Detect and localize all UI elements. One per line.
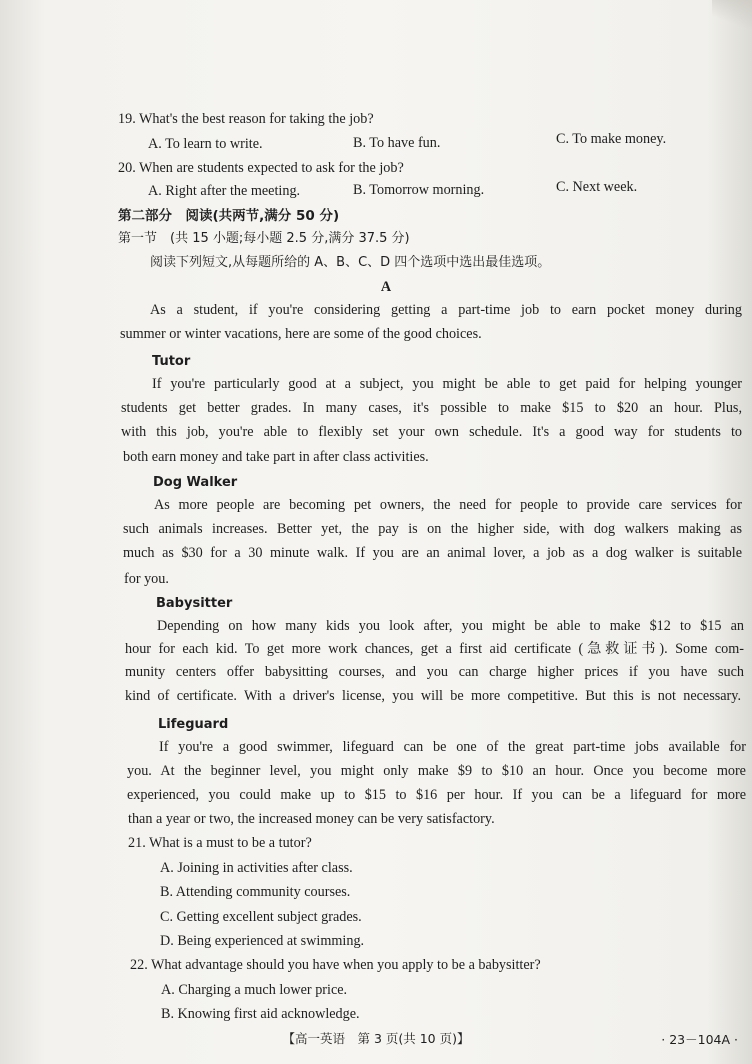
question-22-option-b: B. Knowing first aid acknowledge. [161,1006,360,1022]
tutor-line-1: If you're particularly good at a subject, you might be able to get paid for helping younger [152,376,742,392]
dog-walker-heading: Dog Walker [153,475,238,490]
question-21-option-d: D. Being experienced at swimming. [160,933,365,949]
dog-walker-line-4: for you. [124,571,169,587]
babysitter-line-1: Depending on how many kids you look after, you might be able to make $12 to $15 an [157,618,744,634]
dog-walker-line-2: such animals increases. Better yet, the pay is on the higher side, with dog walkers making as [123,521,742,537]
question-20-option-b: B. Tomorrow morning. [353,182,485,198]
question-19-option-b: B. To have fun. [353,135,441,151]
question-22-option-a: A. Charging a much lower price. [161,982,348,998]
question-21-stem: 21. What is a must to be a tutor? [128,835,312,851]
tutor-line-2: students get better grades. In many cases, it's possible to make $15 to $20 an hour. Plus, [121,400,742,416]
question-19-option-a: A. To learn to write. [148,136,263,152]
question-19-stem: 19. What's the best reason for taking the job? [118,111,374,127]
passage-intro-line-2: summer or winter vacations, here are some of the good choices. [120,326,482,342]
lifeguard-line-2: you. At the beginner level, you might only make $9 to $10 an hour. Once you become more [127,763,746,779]
question-21-option-a: A. Joining in activities after class. [160,860,353,876]
tutor-line-4: both earn money and take part in after class activities. [123,449,429,465]
section-one-heading: 第一节 (共 15 小题;每小题 2.5 分,满分 37.5 分) [118,231,410,246]
reading-instruction: 阅读下列短文,从每题所给的 A、B、C、D 四个选项中选出最佳选项。 [150,255,551,270]
babysitter-line-3: munity centers offer babysitting courses, and you can charge higher prices if you have such [125,664,744,680]
tutor-line-3: with this job, you're able to flexibly set your own schedule. It's a good way for students to [121,424,742,440]
lifeguard-heading: Lifeguard [158,717,229,732]
lifeguard-line-1: If you're a good swimmer, lifeguard can be one of the great part-time jobs available for [159,739,746,755]
question-20-stem: 20. When are students expected to ask for the job? [118,160,404,176]
lifeguard-line-3: experienced, you could make up to $15 to $16 per hour. If you can be a lifeguard for more [127,787,746,803]
dog-walker-line-3: much as $30 for a 30 minute walk. If you are an animal lover, a job as a dog walker is suitable [123,545,742,561]
dog-walker-line-1: As more people are becoming pet owners, the need for people to provide care services for [154,497,742,513]
question-22-stem: 22. What advantage should you have when you apply to be a babysitter? [130,957,541,973]
exam-code: · 23－104A · [661,1032,738,1047]
tutor-heading: Tutor [152,354,191,369]
babysitter-heading: Babysitter [156,596,233,611]
part-two-heading: 第二部分 阅读(共两节,满分 50 分) [118,208,340,224]
babysitter-line-4: kind of certificate. With a driver's license, you will be more competitive. But this is not necessary. [125,688,741,704]
question-19-option-c: C. To make money. [556,131,667,147]
question-20-option-a: A. Right after the meeting. [148,183,301,199]
scan-shadow [712,0,752,30]
lifeguard-line-4: than a year or two, the increased money can be very satisfactory. [128,811,495,827]
passage-letter: A [380,279,392,295]
question-21-option-c: C. Getting excellent subject grades. [160,909,362,925]
question-20-option-c: C. Next week. [556,179,638,195]
babysitter-line-2: hour for each kid. To get more work chances, get a first aid certificate (急救证书). Some com- [125,641,744,657]
passage-intro-line-1: As a student, if you're considering getting a part-time job to earn pocket money during [150,302,742,318]
page-footer: 【高一英语 第 3 页(共 10 页)】 [282,1031,470,1046]
question-21-option-b: B. Attending community courses. [160,884,351,900]
